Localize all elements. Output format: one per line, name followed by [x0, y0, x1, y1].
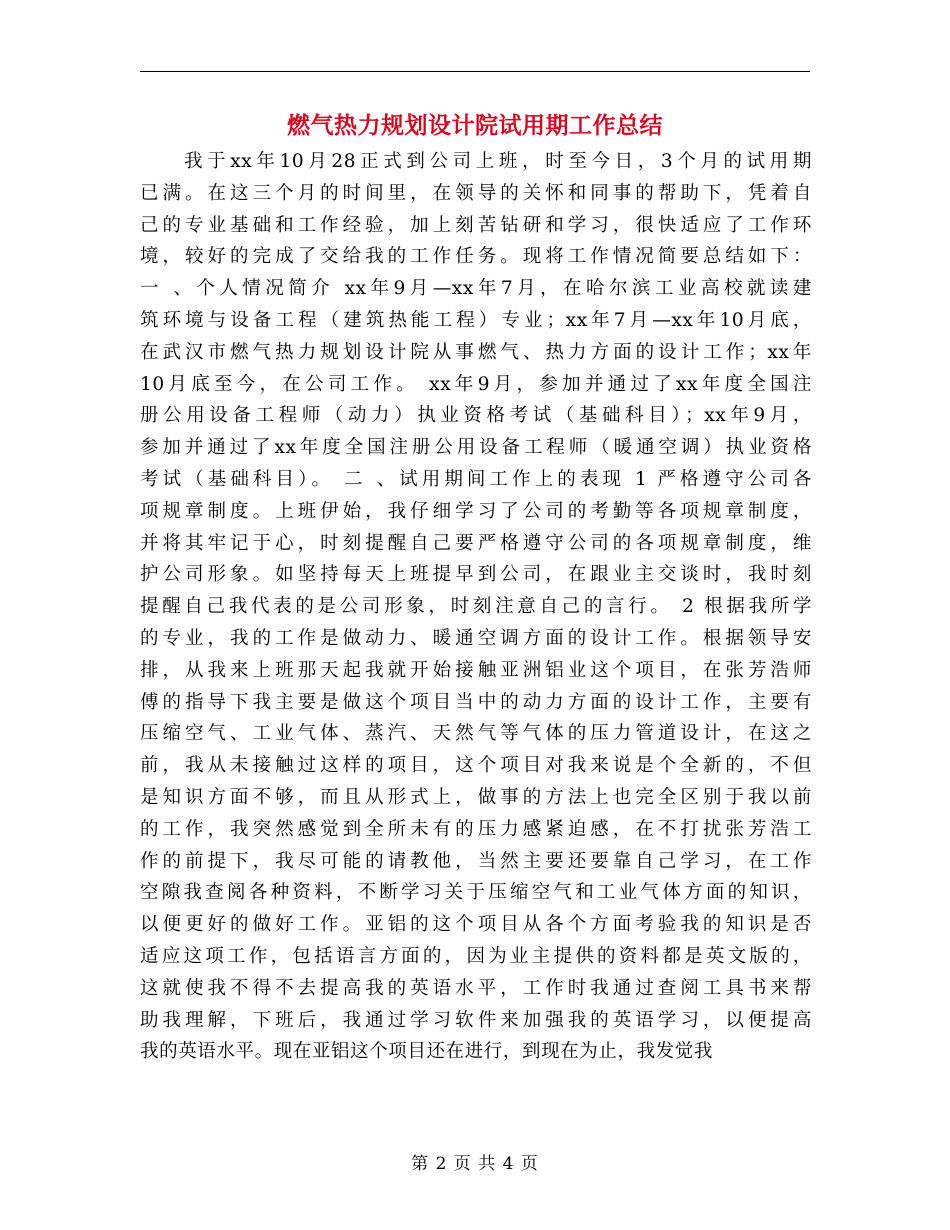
page-number-footer: 第 2 页 共 4 页 [411, 1154, 539, 1174]
body-line: 已满。在这三个月的时间里，在领导的关怀和同事的帮助下，凭着自 [140, 182, 812, 204]
body-line: 空隙我查阅各种资料，不断学习关于压缩空气和工业气体方面的知识， [140, 882, 812, 904]
body-line: 己的专业基础和工作经验，加上刻苦钻研和学习，很快适应了工作环 [140, 214, 812, 236]
body-line: 10月底至今，在公司工作。 xx年9月，参加并通过了xx年度全国注 [140, 373, 812, 395]
body-line: 排，从我来上班那天起我就开始接触亚洲铝业这个项目，在张芳浩师 [140, 659, 812, 681]
body-line: 适应这项工作，包括语言方面的，因为业主提供的资料都是英文版的， [140, 946, 812, 967]
body-line: 傅的指导下我主要是做这个项目当中的动力方面的设计工作，主要有 [140, 691, 812, 713]
body-line: 的专业，我的工作是做动力、暖通空调方面的设计工作。根据领导安 [140, 628, 812, 649]
body-line: 这就使我不得不去提高我的英语水平，工作时我通过查阅工具书来帮 [140, 977, 812, 999]
body-line: 的工作，我突然感觉到全所未有的压力感紧迫感，在不打扰张芳浩工 [140, 818, 812, 840]
body-line: 并将其牢记于心，时刻提醒自己要严格遵守公司的各项规章制度，维 [140, 532, 812, 554]
body-line: 考试（基础科目）。 二 、试用期间工作上的表现 1 严格遵守公司各 [140, 469, 812, 490]
body-line: 前，我从未接触过这样的项目，这个项目对我来说是个全新的，不但 [140, 755, 812, 777]
body-line: 一 、个人情况简介 xx年9月—xx年7月，在哈尔滨工业高校就读建 [140, 278, 812, 300]
body-line: 境，较好的完成了交给我的工作任务。现将工作情况简要总结如下： [140, 246, 812, 268]
body-line: 册公用设备工程师（动力）执业资格考试（基础科目）；xx年9月， [140, 405, 812, 427]
body-line: 护公司形象。如坚持每天上班提早到公司，在跟业主交谈时，我时刻 [140, 564, 812, 586]
body-line: 以便更好的做好工作。亚铝的这个项目从各个方面考验我的知识是否 [140, 914, 812, 936]
body-line: 参加并通过了xx年度全国注册公用设备工程师（暖通空调）执业资格 [140, 437, 812, 459]
body-line: 筑环境与设备工程（建筑热能工程）专业；xx年7月—xx年10月底， [140, 310, 812, 331]
body-line: 我的英语水平。现在亚铝这个项目还在进行，到现在为止，我发觉我 [140, 1041, 714, 1063]
body-line: 在武汉市燃气热力规划设计院从事燃气、热力方面的设计工作；xx年 [140, 341, 812, 363]
body-line: 项规章制度。上班伊始，我仔细学习了公司的考勤等各项规章制度， [140, 500, 812, 522]
document-title: 燃气热力规划设计院试用期工作总结 [287, 112, 663, 139]
body-line: 压缩空气、工业气体、蒸汽、天然气等气体的压力管道设计，在这之 [140, 723, 812, 745]
body-line: 作的前提下，我尽可能的请教他，当然主要还要靠自己学习，在工作 [140, 850, 812, 872]
body-line: 我于xx年10月28正式到公司上班，时至今日，3个月的试用期 [184, 151, 812, 172]
body-line: 是知识方面不够，而且从形式上，做事的方法上也完全区别于我以前 [140, 787, 812, 808]
body-line: 提醒自己我代表的是公司形象，时刻注意自己的言行。 2 根据我所学 [140, 596, 812, 618]
body-line: 助我理解，下班后，我通过学习软件来加强我的英语学习，以便提高 [140, 1009, 812, 1031]
